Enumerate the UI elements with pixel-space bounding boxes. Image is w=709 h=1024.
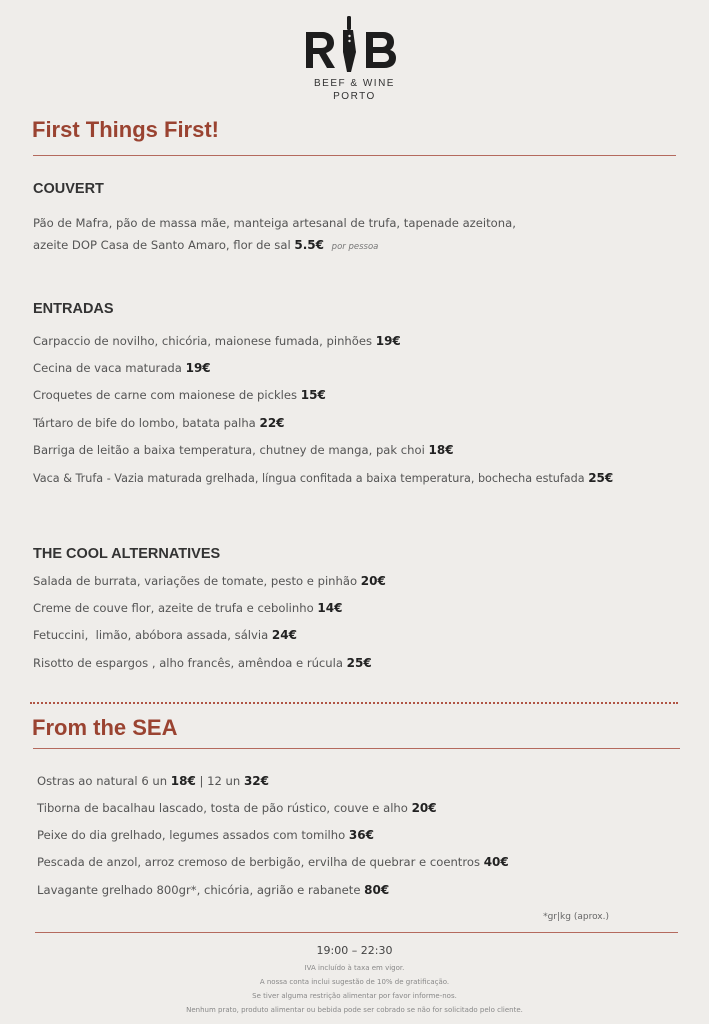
menu-item: [33, 656, 372, 670]
dotted-divider: [30, 702, 678, 704]
menu-item: [37, 774, 269, 788]
menu-item-price: 32€: [243, 774, 269, 788]
menu-item: [37, 855, 509, 869]
menu-item-name: Carpaccio de novilho, chicória, maionese fumada, pinhões: [33, 334, 373, 348]
menu-item-name: Pescada de anzol, arroz cremoso de berbigão, ervilha de quebrar e coentros: [37, 855, 480, 869]
menu-item-price: 19€: [375, 334, 401, 348]
menu-item-price: 20€: [411, 801, 437, 815]
couvert-description-line2: [33, 238, 378, 254]
menu-item: [33, 334, 401, 348]
menu-item-name: Lavagante grelhado 800gr*, chicória, agrião e rabanete: [37, 883, 361, 897]
menu-item-name: Croquetes de carne com maionese de pickles: [33, 388, 298, 402]
weight-unit-note: *gr|kg (aprox.): [543, 912, 609, 922]
menu-item-name: Risotto de espargos , alho francês, amêndoa e rúcula: [33, 656, 343, 670]
menu-item: [33, 471, 613, 486]
footer-gratuity-note: A nossa conta inclui sugestão de 10% de gratificação.: [259, 978, 450, 986]
menu-item-price: 19€: [185, 361, 211, 375]
couvert-description-line1: Pão de Mafra, pão de massa mãe, manteiga artesanal de trufa, tapenade azeitona,: [33, 216, 516, 230]
menu-item: [33, 361, 211, 375]
category-heading-entradas: ENTRADAS: [33, 301, 114, 317]
brand-city: PORTO: [333, 91, 376, 102]
menu-item-name: Creme de couve flor, azeite de trufa e cebolinho: [33, 601, 314, 615]
couvert-price: 5.5€: [294, 238, 324, 252]
menu-item: [33, 416, 285, 430]
menu-item-name: Peixe do dia grelhado, legumes assados com tomilho: [37, 828, 346, 842]
menu-item-price: 18€: [170, 774, 196, 788]
menu-item-price: 80€: [364, 883, 390, 897]
couvert-description-text: azeite DOP Casa de Santo Amaro, flor de sal: [33, 238, 291, 252]
menu-item-price: 25€: [346, 656, 372, 670]
section-divider: [33, 748, 680, 749]
menu-item: [33, 601, 342, 615]
menu-item-price: 40€: [483, 855, 509, 869]
brand-tagline: BEEF & WINE: [314, 78, 395, 89]
category-heading-alternatives: THE COOL ALTERNATIVES: [33, 546, 221, 562]
footer-allergy-note: Se tiver alguma restrição alimentar por favor informe-nos.: [252, 992, 457, 1000]
menu-item: [33, 443, 454, 457]
menu-item-price: 14€: [317, 601, 343, 615]
menu-item: [37, 801, 437, 815]
menu-item-name: Salada de burrata, variações de tomate, pesto e pinhão: [33, 574, 358, 588]
menu-item-price: 20€: [360, 574, 386, 588]
menu-item-name: Vaca & Trufa - Vazia maturada grelhada, língua confitada a baixa temperatura, bochecha estufada: [33, 472, 585, 485]
menu-item-price: 15€: [300, 388, 326, 402]
menu-item-name: Fetuccini, limão, abóbora assada, sálvia: [33, 628, 269, 642]
section-divider: [33, 155, 676, 156]
menu-item-name: Barriga de leitão a baixa temperatura, chutney de manga, pak choi: [33, 443, 425, 457]
menu-item-price: 36€: [348, 828, 374, 842]
section-title-from-the-sea: From the SEA: [32, 715, 178, 740]
brand-logo: [0, 10, 709, 102]
menu-item-name: Tártaro de bife do lombo, batata palha: [33, 416, 256, 430]
couvert-price-note: por pessoa: [331, 242, 379, 252]
menu-item-price: 25€: [588, 471, 614, 485]
menu-item-name: Ostras ao natural 6 un: [37, 774, 168, 788]
menu-item-portion: | 12 un: [199, 774, 241, 788]
rib-knife-logo: [300, 10, 410, 74]
opening-hours: 19:00 – 22:30: [316, 944, 393, 957]
menu-item-name: Cecina de vaca maturada: [33, 361, 182, 375]
footer-tax-note: IVA incluído à taxa em vigor.: [304, 964, 405, 972]
section-title-first-things: First Things First!: [32, 117, 219, 142]
category-heading-couvert: COUVERT: [33, 181, 104, 197]
menu-item: [33, 388, 326, 402]
menu-item: [33, 574, 386, 588]
footer-charge-note: Nenhum prato, produto alimentar ou bebida pode ser cobrado se não for solicitado pelo cliente.: [186, 1006, 523, 1014]
menu-item-price: 22€: [259, 416, 285, 430]
menu-item: [37, 883, 389, 897]
menu-item-price: 24€: [271, 628, 297, 642]
menu-item-name: Tiborna de bacalhau lascado, tosta de pão rústico, couve e alho: [37, 801, 408, 815]
menu-item-price: 18€: [428, 443, 454, 457]
footer-divider: [35, 932, 678, 933]
menu-item: [33, 628, 297, 642]
menu-item: [37, 828, 374, 842]
